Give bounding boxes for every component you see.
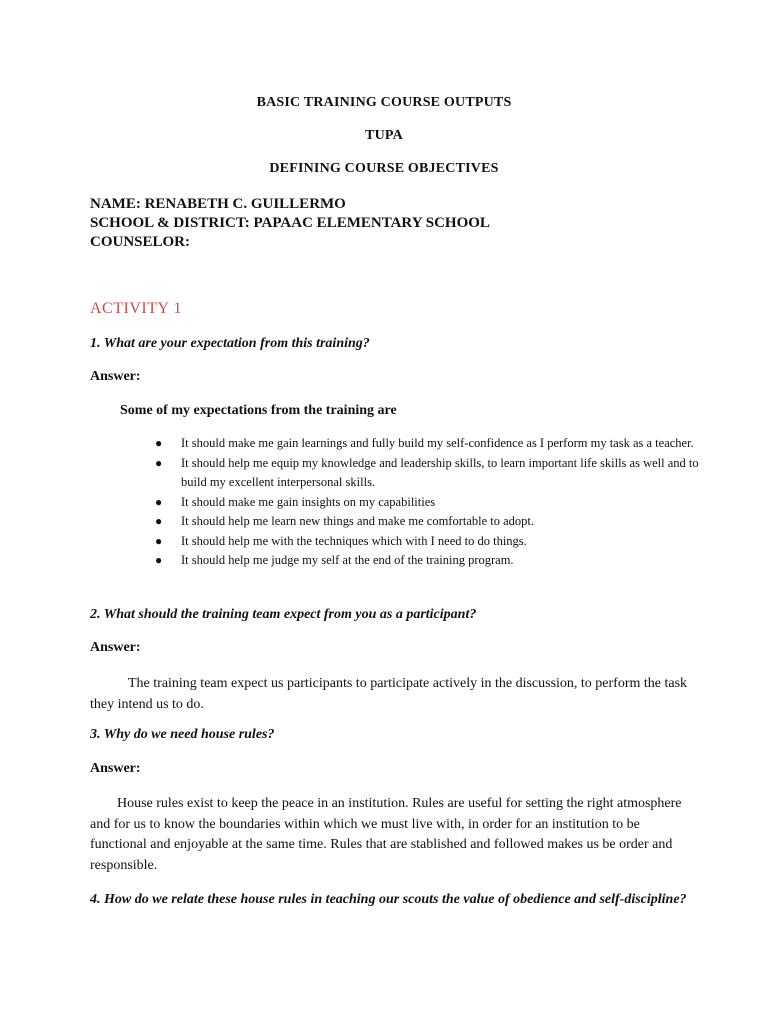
participant-info xyxy=(90,195,490,252)
question-3: 3. Why do we need house rules? xyxy=(90,727,275,742)
participant-school: SCHOOL & DISTRICT: PAPAAC ELEMENTARY SCHOOL xyxy=(90,215,490,231)
answer-2-text: The training team expect us participants to participate actively in the discussion, to perform the task they intend us to do. xyxy=(90,676,688,712)
list-item-text: It should help me equip my knowledge and leadership skills, to learn important life skills as well and to build my excellent interpersonal skills. xyxy=(181,455,699,489)
list-item-text: It should help me judge my self at the end of the training program. xyxy=(181,553,514,567)
answer-3-text: House rules exist to keep the peace in an institution. Rules are useful for setting the right atmosphere and for us to know the boundaries within which we must live with, in order for an institution to be functional and enjoyable at the same time. Rules that are stablished and followed makes us be order and responsible. xyxy=(90,796,682,873)
list-item-text: It should help me with the techniques which with I need to do things. xyxy=(181,533,527,548)
question-4: 4. How do we relate these house rules in teaching our scouts the value of obedience and self-discipline? xyxy=(90,892,687,907)
bullet-icon: ● xyxy=(155,455,163,470)
list-item xyxy=(155,532,715,552)
bullet-icon: ● xyxy=(155,436,163,450)
bullet-icon: ● xyxy=(155,533,163,548)
document-title: BASIC TRAINING COURSE OUTPUTS xyxy=(256,95,512,110)
list-item-text: It should help me learn new things and make me comfortable to adopt. xyxy=(181,514,535,528)
list-item xyxy=(155,434,715,454)
expectations-list xyxy=(155,434,715,571)
list-item xyxy=(155,551,715,571)
activity-heading: ACTIVITY 1 xyxy=(90,300,182,317)
bullet-icon: ● xyxy=(155,553,163,567)
document-section-title: DEFINING COURSE OBJECTIVES xyxy=(269,161,499,176)
participant-name: NAME: RENABETH C. GUILLERMO xyxy=(90,196,346,212)
list-item-text: It should make me gain insights on my capabilities xyxy=(181,494,436,509)
question-1: 1. What are your expectation from this training? xyxy=(90,336,370,351)
list-item xyxy=(155,493,715,513)
document-subtitle: TUPA xyxy=(365,128,403,143)
answer-label-3: Answer: xyxy=(90,761,141,776)
answer-label-1: Answer: xyxy=(90,369,141,384)
list-item xyxy=(155,454,715,493)
list-item-text: It should make me gain learnings and fully build my self-confidence as I perform my task as a teacher. xyxy=(181,436,694,450)
bullet-icon: ● xyxy=(155,494,163,509)
bullet-icon: ● xyxy=(155,514,163,528)
question-2: 2. What should the training team expect from you as a participant? xyxy=(90,607,477,622)
list-item xyxy=(155,512,715,532)
answer-1-intro: Some of my expectations from the training are xyxy=(120,403,397,418)
answer-label-2: Answer: xyxy=(90,640,141,655)
participant-counselor: COUNSELOR: xyxy=(90,234,191,250)
